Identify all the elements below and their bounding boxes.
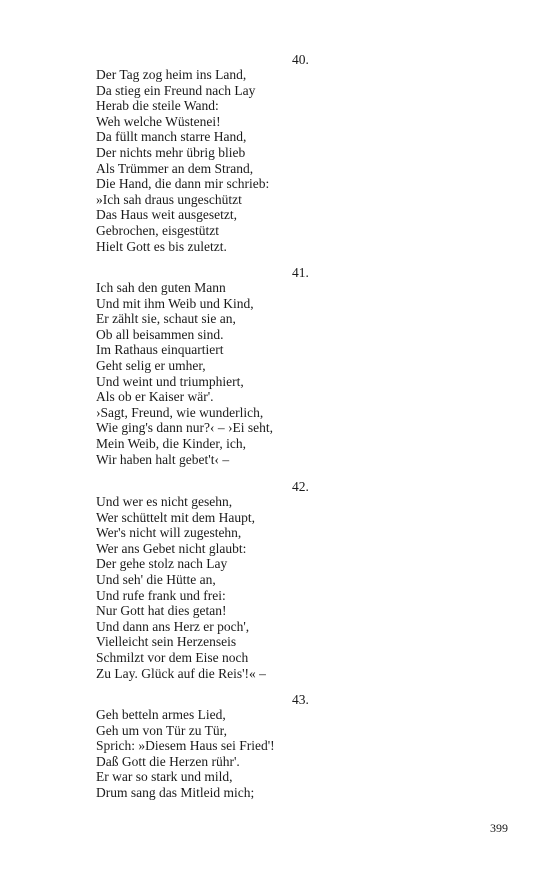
stanza-lines (96, 494, 266, 681)
page-number: 399 (490, 821, 508, 835)
verse-line: Wir haben halt gebet't‹ – (96, 451, 230, 467)
verse-line: Herab die steile Wand: (96, 98, 219, 114)
stanza-number: 42. (292, 479, 309, 494)
verse-line: Im Rathaus einquartiert (96, 342, 224, 358)
verse-line: Schmilzt vor dem Eise noch (96, 649, 249, 665)
stanza-number: 41. (292, 265, 309, 280)
verse-line: Wie ging's dann nur?‹ – ›Ei seht, (96, 420, 273, 436)
verse-line: Geht selig er umher, (96, 357, 206, 373)
verse-line: Zu Lay. Glück auf die Reis'!« – (96, 665, 266, 681)
stanza-number: 43. (292, 692, 309, 707)
stanza-lines (96, 707, 275, 801)
verse-line: Und wer es nicht gesehn, (96, 494, 233, 509)
verse-line: Nur Gott hat dies getan! (96, 603, 227, 619)
verse-line: Wer's nicht will zugestehn, (96, 525, 242, 541)
verse-line: Und dann ans Herz er poch', (96, 618, 250, 634)
verse-line: Drum sang das Mitleid mich; (96, 784, 255, 800)
verse-line: Da füllt manch starre Hand, (96, 129, 247, 145)
verse-line: Das Haus weit ausgesetzt, (96, 207, 237, 223)
verse-line: Gebrochen, eisgestützt (96, 222, 219, 238)
verse-line: Er zählt sie, schaut sie an, (96, 311, 236, 327)
verse-line: Der gehe stolz nach Lay (96, 556, 228, 572)
verse-line: Und mit ihm Weib und Kind, (96, 295, 254, 311)
stanza-lines (96, 280, 273, 467)
verse-line: Weh welche Wüstenei! (96, 113, 221, 129)
verse-line: Mein Weib, die Kinder, ich, (96, 435, 246, 451)
verse-line: Und seh' die Hütte an, (96, 571, 216, 587)
verse-line: Als Trümmer an dem Strand, (96, 160, 254, 176)
verse-line: Geh um von Tür zu Tür, (96, 722, 227, 738)
verse-line: Daß Gott die Herzen rühr'. (96, 753, 240, 769)
verse-line: »Ich sah draus ungeschützt (96, 191, 242, 207)
verse-line: Ich sah den guten Mann (96, 280, 226, 295)
verse-line: Er war so stark und mild, (96, 769, 233, 785)
verse-line: Der Tag zog heim ins Land, (96, 67, 247, 82)
verse-line: Vielleicht sein Herzenseis (96, 634, 237, 650)
verse-line: Und rufe frank und frei: (96, 587, 226, 603)
verse-line: Geh betteln armes Lied, (96, 707, 226, 722)
verse-line: Hielt Gott es bis zuletzt. (96, 238, 227, 254)
verse-line: Sprich: »Diesem Haus sei Fried'! (96, 738, 275, 754)
stanza-number: 40. (292, 52, 309, 67)
verse-line: Ob all beisammen sind. (96, 326, 224, 342)
verse-line: Da stieg ein Freund nach Lay (96, 82, 256, 98)
verse-line: Als ob er Kaiser wär'. (96, 389, 214, 405)
verse-line: ›Sagt, Freund, wie wunderlich, (96, 404, 264, 420)
verse-line: Wer ans Gebet nicht glaubt: (96, 540, 247, 556)
stanza-lines (96, 67, 269, 254)
verse-line: Der nichts mehr übrig blieb (96, 144, 246, 160)
verse-line: Die Hand, die dann mir schrieb: (96, 176, 270, 192)
verse-line: Wer schüttelt mit dem Haupt, (96, 509, 256, 525)
verse-line: Und weint und triumphiert, (96, 373, 244, 389)
